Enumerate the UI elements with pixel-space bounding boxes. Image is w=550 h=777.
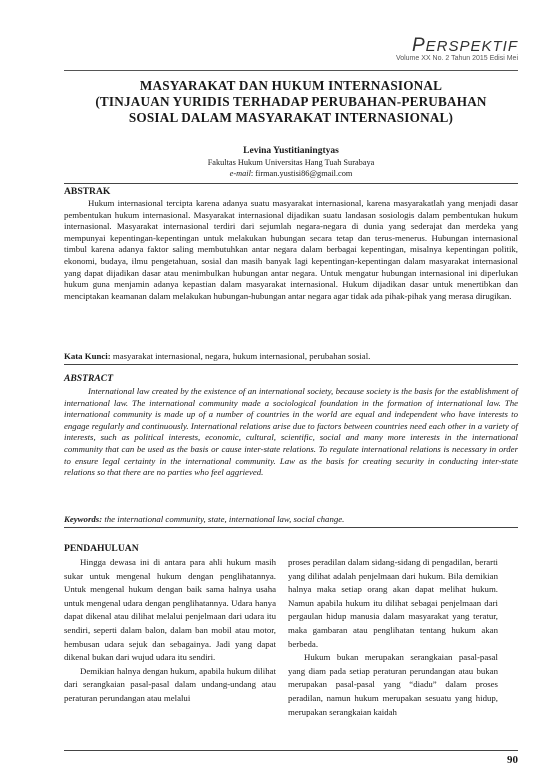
header-rule bbox=[64, 70, 518, 71]
abstract-heading: ABSTRACT bbox=[64, 373, 114, 384]
abstrak-heading: ABSTRAK bbox=[64, 186, 111, 197]
left-column bbox=[64, 556, 276, 706]
journal-volume: Volume XX No. 2 Tahun 2015 Edisi Mei bbox=[395, 55, 518, 62]
abstrak-keywords: Kata Kunci: masyarakat internasional, negara, hukum internasional, perubahan sosial. bbox=[64, 351, 371, 361]
right-column bbox=[288, 556, 498, 719]
abstrak-rule bbox=[64, 183, 518, 184]
title-line: MASYARAKAT DAN HUKUM INTERNASIONAL bbox=[139, 78, 443, 93]
author-name: Levina Yustitianingtyas bbox=[243, 146, 339, 156]
journal-header bbox=[395, 35, 518, 62]
paragraph: Demikian halnya dengan hukum, apabila hukum dilihat dari serangkaian pasal-pasal dalam undang-undang atau peraturan perundangan atau melalui bbox=[64, 665, 276, 703]
author-affiliation: Fakultas Hukum Universitas Hang Tuah Surabaya bbox=[207, 158, 375, 167]
title-line: (TINJAUAN YURIDIS TERHADAP PERUBAHAN-PERUBAHAN bbox=[95, 94, 487, 109]
footer-rule bbox=[64, 750, 518, 751]
page-number: 90 bbox=[507, 754, 518, 766]
paragraph: Hingga dewasa ini di antara para ahli hukum masih sukar untuk mengenal hukum dengan penglihatannya. Untuk mengenal hukum dengan baik sama halnya usaha untuk mengenal udara dengan penglihatannya. Udara hanya dapat dikenal atau dilihat melalui penjelmaan dari udara itu sendiri, seperti dalam balon, dalam ban mobil atau motor, hembusan udara sejuk dan sebagainya. Jadi yang dapat dikenal bukan dari wujud udara itu sendiri. bbox=[64, 557, 276, 663]
section-rule bbox=[64, 527, 518, 528]
paragraph: proses peradilan dalam sidang-sidang di pengadilan, berarti yang dilihat adalah penjelmaan dari hukum. Bila demikian halnya maka setiap orang akan dapat melihat hukum. Namun apabila hukum itu dilihat sebagai penjelmaan dari pergaulan hidup manusia dalam masyarakat yang teratur, maka gambaran atau penglihatan tentang hukum akan berbeda. bbox=[288, 557, 498, 649]
title-line: SOSIAL DALAM MASYARAKAT INTERNASIONAL) bbox=[128, 110, 454, 125]
abstrak-body: Hukum internasional tercipta karena adanya suatu masyarakat internasional, karena masyarakatlah yang menjadi dasar pembentukan hukum internasional. Masyarakat internasional dijadikan suatu landasan sosiologis dalam pembentukan hukum internasional. Masyarakat internasional terdiri dari sejumlah negara-negara di dunia yang sederajat dan merdeka yang mempunyai kepentingan-kepentingan untuk melakukan hubungan secara tetap dan terus-menerus. Hubungan internasional timbul karena adanya faktor saling membutuhkan antar negara dalam berbagai kepentingan, misalnya kepentingan politik, ekonomi, budaya, ilmu pengetahuan, sosial dan masih banyak lagi kepentingan-kepentingan dalam masyarakat internasional yang dapat dijadikan dasar atau menimbulkan hubungan antar negara. Untuk mengatur hubungan internasional ini diperlukan hukum guna menjamin adanya kepastian dalam masyarakat internasional. Hukum dijadikan dasar untuk menertibkan dan menciptakan keamanan dalam melakukan hubungan-hubungan antar negara agar tidak ada pihak-pihak yang merasa dirugikan. bbox=[64, 198, 518, 301]
abstract-body: International law created by the existence of an international society, because society is the basis for the establishment of international law. The international community made a sociological foundation in the formation of international law. The international community is made up of a number of countries in the world are equal and independent who have interests to engage regularly and continuously. International relations arise due to factors between countries need each other in a variety of interests, such as political interests, economic, cultural, scientific, social and many more interests in the international community that can be used as the basis or cause inter-state relations. To regulate international relations is necessary in order to ensure legal certainty in the international community. Law as the basis for creating security in conducting inter-state relations so that there are no parties who feel aggrieved. bbox=[64, 386, 518, 478]
paragraph: Hukum bukan merupakan serangkaian pasal-pasal yang diam pada setiap peraturan perundangan atau bukan merupakan pasal-pasal yang “diadu” dalam proses peradilan, namun hukum merupakan sesuatu yang hidup, merupakan serangkaian kaidah bbox=[288, 652, 498, 717]
abstract-rule bbox=[64, 364, 518, 365]
paper-title bbox=[64, 78, 518, 126]
abstract-keywords: Keywords: the international community, state, international law, social change. bbox=[64, 514, 345, 524]
author-email: e-mail: firman.yustisi86@gmail.com bbox=[229, 169, 353, 178]
journal-name: PERSPEKTIF bbox=[411, 35, 518, 56]
section-heading: PENDAHULUAN bbox=[64, 543, 139, 554]
